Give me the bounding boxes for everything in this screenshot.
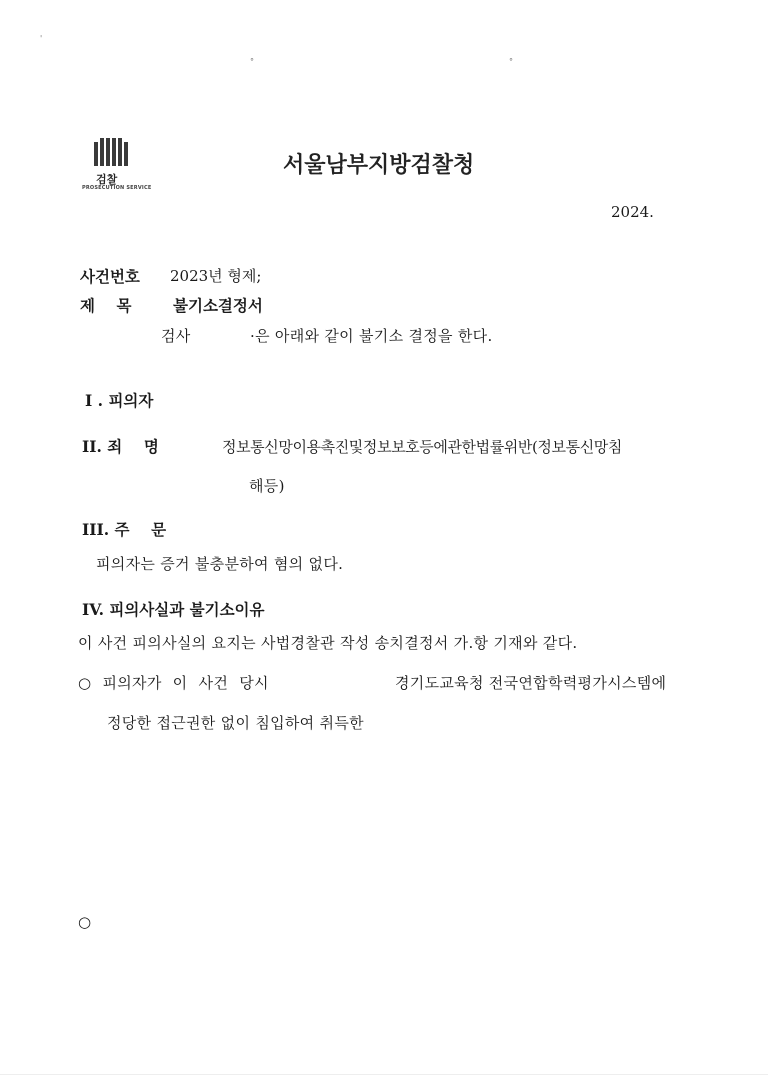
- intro-prosecutor: 검사: [161, 327, 191, 345]
- section-disposition-heading: III. 주 문: [82, 520, 167, 539]
- logo-bars-icon: [94, 138, 128, 166]
- case-number-value: 2023년 형제;: [170, 267, 262, 285]
- bullet1-text-right: 경기도교육청 전국연합학력평가시스템에: [395, 674, 667, 692]
- scan-edge-line: [0, 1074, 768, 1075]
- logo-text: 검찰: [96, 173, 118, 186]
- charge-text-line1: 정보통신망이용촉진및정보보호등에관한법률위반(정보통신망침: [222, 438, 622, 456]
- section-facts-heading: IV. 피의사실과 불기소이유: [82, 600, 265, 619]
- agency-name: 서울남부지방검찰청: [283, 153, 475, 178]
- logo-subtext: PROSECUTION SERVICE: [82, 185, 152, 191]
- section-suspect-heading: I . 피의자: [85, 391, 154, 410]
- document-date: 2024.: [611, 203, 654, 221]
- charge-text-line2: 해등): [249, 477, 285, 495]
- bullet2-marker: ○: [78, 913, 92, 931]
- bullet1-text-line2: 정당한 접근권한 없이 침입하여 취득한: [107, 714, 364, 732]
- intro-statement: ·은 아래와 같이 불기소 결정을 한다.: [250, 327, 493, 345]
- title-label: 제 목: [80, 296, 132, 315]
- case-number-label: 사건번호: [80, 267, 140, 286]
- scan-mark: ': [40, 34, 43, 43]
- section-charge-heading: II. 죄 명: [82, 437, 159, 456]
- scan-mark: °: [509, 57, 513, 66]
- disposition-text: 피의자는 증거 불충분하여 혐의 없다.: [96, 555, 344, 573]
- bullet1-text-left: ○ 피의자가 이 사건 당시: [78, 674, 269, 692]
- scan-mark: °: [250, 57, 254, 66]
- facts-summary-line: 이 사건 피의사실의 요지는 사법경찰관 작성 송치결정서 가.항 기재와 같다.: [78, 634, 578, 652]
- title-value: 불기소결정서: [173, 296, 263, 315]
